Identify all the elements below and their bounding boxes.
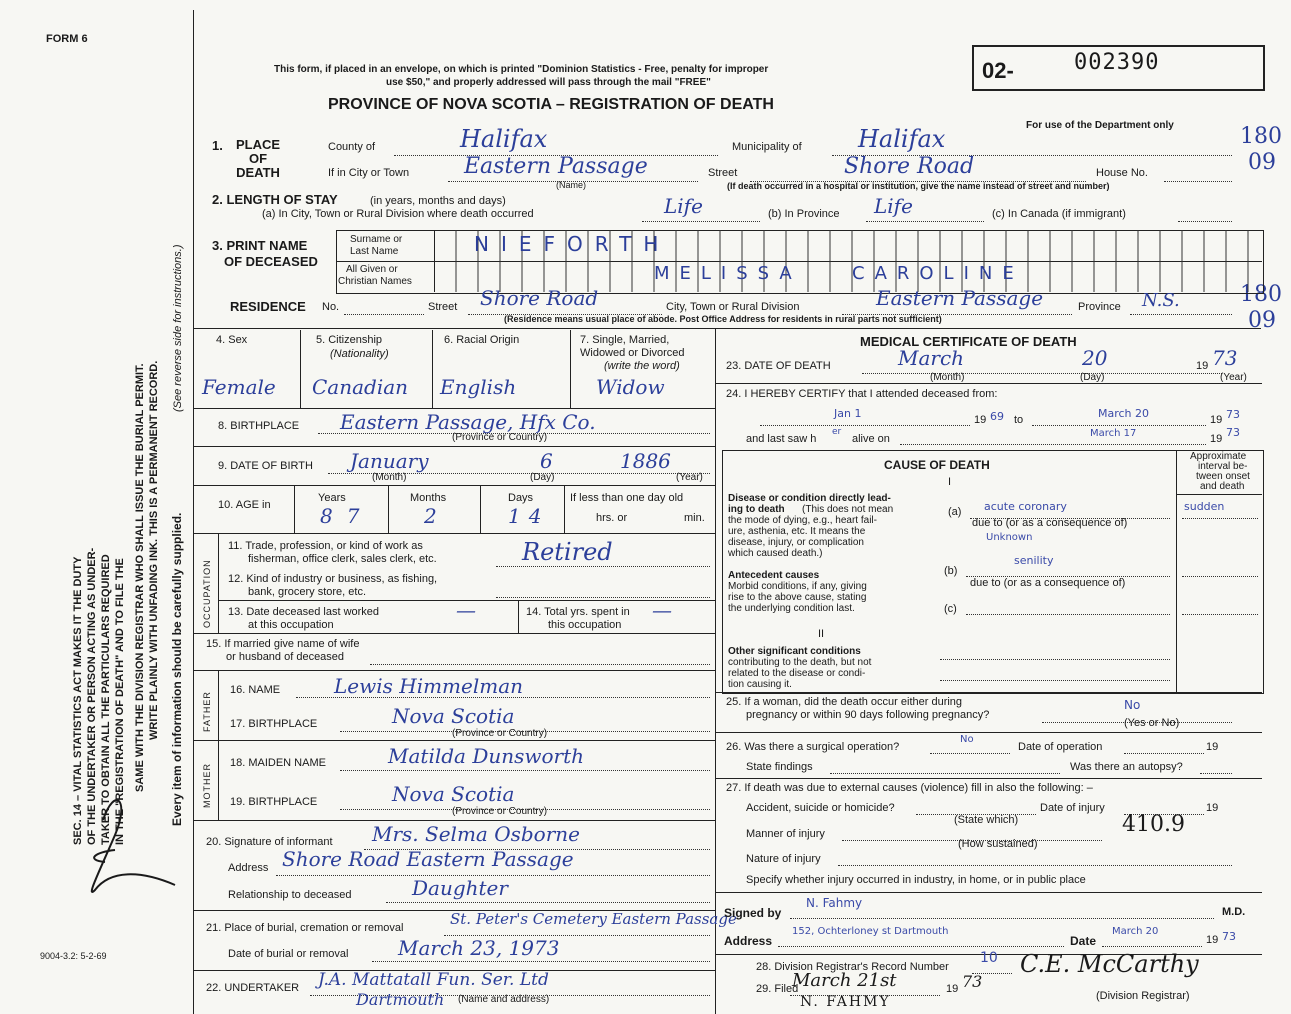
- s6-label: 6. Racial Origin: [444, 334, 520, 346]
- s17-caption: (Province or Country): [452, 728, 548, 739]
- s3-given-label-2: Christian Names: [338, 276, 412, 287]
- s23-label: 23. DATE OF DEATH: [726, 360, 831, 372]
- s23-month-cap: (Month): [930, 372, 965, 383]
- cause-a-value: acute coronary: [984, 500, 1067, 513]
- registrar-signature: C.E. McCarthy: [1020, 950, 1199, 978]
- residence-prov-value: N.S.: [1142, 290, 1180, 311]
- s15-label-2: or husband of deceased: [226, 651, 345, 663]
- side-text-2: OF THE UNDERTAKER OR PERSON ACTING AS UNDER-: [86, 547, 98, 845]
- s15-label-1: 15. If married give name of wife: [206, 638, 360, 650]
- s10-less-label: If less than one day old: [570, 492, 684, 504]
- s1-name-caption: (Name): [556, 180, 587, 190]
- s27-manner: Manner of injury: [746, 828, 825, 840]
- s1-city-value: Eastern Passage: [464, 154, 648, 179]
- cause-c-label: (c): [944, 603, 957, 615]
- s3-surname-label-2: Last Name: [350, 246, 399, 257]
- s20-value-1: Mrs. Selma Osborne: [372, 822, 580, 846]
- residence-street-value: Shore Road: [480, 286, 599, 310]
- s3-surname-value: NIEFORTH: [474, 232, 671, 256]
- s21-value-2: March 23, 1973: [398, 936, 560, 960]
- s27-label: 27. If death was due to external causes (violence) fill in also the following: –: [726, 782, 1093, 794]
- s1-municipality-value: Halifax: [858, 125, 946, 153]
- s13-label-2: at this occupation: [248, 619, 334, 631]
- residence-label: RESIDENCE: [230, 299, 306, 314]
- s24-label: 24. I HEREBY CERTIFY that I attended deceased from:: [726, 388, 998, 400]
- s10-min-label: min.: [684, 512, 705, 524]
- s9-label: 9. DATE OF BIRTH: [218, 460, 313, 472]
- cause-ant-1: Antecedent causes: [728, 570, 820, 581]
- form-code: 9004-3.2: 5-2-69: [40, 951, 107, 961]
- s9-year-cap: (Year): [676, 472, 703, 483]
- residence-street-label: Street: [428, 301, 458, 313]
- code-1: 180: [1240, 124, 1282, 149]
- cause-oth-1: Other significant conditions: [728, 646, 861, 657]
- s28-value: 10: [980, 950, 998, 966]
- s6-value: English: [440, 375, 517, 399]
- bottom-note: N. FAHMY: [800, 994, 891, 1010]
- s24-last-saw-v: er: [832, 427, 842, 437]
- s20-label-2: Address: [228, 862, 269, 874]
- s2-b-label: (b) In Province: [768, 208, 840, 220]
- s7-label-1: 7. Single, Married,: [580, 334, 670, 346]
- s19-caption: (Province or Country): [452, 806, 548, 817]
- code-4: 09: [1248, 308, 1276, 333]
- s24-last-saw-b: alive on: [852, 433, 890, 445]
- side-text-6: WRITE PLAINLY WITH UNFADING INK. THIS IS A PERMANENT RECORD.: [148, 360, 160, 740]
- cause-dis-4: the mode of dying, e.g., heart fail-: [728, 515, 877, 526]
- s1-municipality-label: Municipality of: [732, 141, 802, 153]
- s8-caption: (Province or Country): [452, 432, 548, 443]
- side-text-1: SEC. 14 – VITAL STATISTICS ACT MAKES IT THE DUTY: [72, 556, 84, 845]
- s24-last-date: March 17: [1090, 428, 1137, 439]
- s13-value: —: [456, 598, 476, 622]
- s10-months: 2: [424, 504, 437, 528]
- signed-address-label: Address: [724, 934, 773, 948]
- cause-roman-1: I: [948, 476, 952, 488]
- s24-from-yr: 69: [990, 410, 1004, 423]
- cause-ant-2: Morbid conditions, if any, giving: [728, 581, 867, 592]
- cause-unknown: Unknown: [986, 532, 1033, 543]
- s26-autopsy: Was there an autopsy?: [1070, 761, 1183, 773]
- s11-label-2: fisherman, office clerk, sales clerk, etc.: [248, 553, 437, 565]
- signed-yr: 73: [1222, 930, 1236, 943]
- s2-sub: (in years, months and days): [370, 195, 506, 207]
- side-text-7: Every item of information should be carefully supplied.: [170, 512, 184, 826]
- cause-a-interval: sudden: [1184, 500, 1225, 513]
- s3-surname-label-1: Surname or: [350, 234, 403, 245]
- s1-house-label: House No.: [1096, 167, 1148, 179]
- s14-label-2: this occupation: [548, 619, 622, 631]
- cause-ant-4: the underlying condition last.: [728, 603, 855, 614]
- form-title: PROVINCE OF NOVA SCOTIA – REGISTRATION OF DEATH: [328, 96, 774, 113]
- notice-line-1: This form, if placed in an envelope, on which is printed "Dominion Statistics - Free, penalty for improper: [274, 64, 769, 75]
- s11-value: Retired: [522, 538, 613, 566]
- s20-value-2: Shore Road Eastern Passage: [282, 847, 574, 871]
- cause-a-label: (a): [948, 506, 962, 518]
- s20-label-1: 20. Signature of informant: [206, 836, 333, 848]
- s20-value-3: Daughter: [412, 876, 508, 900]
- s1-street-label: Street: [708, 167, 738, 179]
- cause-dis-7: which caused death.): [728, 548, 823, 559]
- s20-label-3: Relationship to deceased: [228, 889, 352, 901]
- s29-label: 29. Filed: [756, 983, 799, 995]
- s24-last-saw-a: and last saw h: [746, 433, 817, 445]
- code-2: 09: [1248, 150, 1276, 175]
- s21-label-1: 21. Place of burial, cremation or removal: [206, 922, 404, 934]
- cause-ant-3: rise to the above cause, stating: [728, 592, 867, 603]
- cause-oth-4: tion causing it.: [728, 679, 792, 690]
- side-text-3: TAKER TO OBTAIN ALL THE PARTICULARS REQUIRED: [100, 554, 112, 845]
- s26-date-label: Date of operation: [1018, 741, 1103, 753]
- cause-b-value: senility: [1014, 554, 1054, 567]
- s24-to-label: to: [1014, 414, 1024, 426]
- signed-date-value: March 20: [1112, 926, 1159, 937]
- s16-label: 16. NAME: [230, 684, 281, 696]
- s27-code: 410.9: [1122, 812, 1185, 837]
- s9-day-cap: (Day): [530, 472, 555, 483]
- cause-oth-3: related to the disease or condi-: [728, 668, 866, 679]
- cause-oth-2: contributing to the death, but not: [728, 657, 872, 668]
- dept-use-note: For use of the Department only: [1026, 120, 1174, 131]
- s14-value: —: [652, 598, 672, 622]
- s1-num: 1.: [212, 138, 223, 153]
- s9-month: January: [350, 449, 429, 473]
- cause-title: CAUSE OF DEATH: [884, 458, 990, 472]
- s3-given-value-1: MELISSA: [654, 263, 802, 284]
- s22-label: 22. UNDERTAKER: [206, 982, 300, 994]
- s1-county-label: County of: [328, 141, 376, 153]
- s27-yr-pre: 19: [1206, 802, 1219, 814]
- s9-day: 6: [540, 449, 553, 473]
- s3-given-label-1: All Given or: [346, 264, 398, 275]
- s7-sub: (write the word): [604, 360, 680, 372]
- s27-accident: Accident, suicide or homicide?: [746, 802, 895, 814]
- s3-given-value-2: CAROLINE: [852, 263, 1024, 284]
- s8-value: Eastern Passage, Hfx Co.: [340, 410, 596, 434]
- s23-month: March: [898, 346, 965, 370]
- s16-value: Lewis Himmelman: [334, 674, 524, 698]
- s19-value: Nova Scotia: [392, 782, 515, 806]
- cause-interval-2: interval be-: [1198, 461, 1248, 472]
- s5-label: 5. Citizenship: [316, 334, 383, 346]
- s29-yr: 73: [962, 972, 983, 991]
- s10-months-label: Months: [410, 492, 447, 504]
- cause-interval-1: Approximate: [1190, 451, 1247, 462]
- s10-days: 14: [508, 504, 550, 528]
- s26-state: State findings: [746, 761, 813, 773]
- s27-state-cap: (State which): [954, 814, 1019, 826]
- s29-value: March 21st: [792, 970, 897, 991]
- s7-label-2: Widowed or Divorced: [580, 347, 685, 359]
- residence-city-label: City, Town or Rural Division: [666, 301, 800, 313]
- s1-county-value: Halifax: [460, 125, 548, 153]
- s21-label-2: Date of burial or removal: [228, 948, 349, 960]
- cause-dis-6: disease, injury, or complication: [728, 537, 864, 548]
- s9-year: 1886: [620, 449, 671, 473]
- s24-to: March 20: [1098, 407, 1150, 420]
- s21-value-1: St. Peter's Cemetery Eastern Passage: [450, 910, 737, 928]
- father-side-label: FATHER: [202, 691, 212, 732]
- s22-caption: (Name and address): [458, 994, 550, 1005]
- s24-to-yr-pre: 19: [1210, 414, 1223, 426]
- form-label: FORM 6: [46, 33, 88, 45]
- cause-due-2: due to (or as a consequence of): [970, 577, 1126, 589]
- residence-city-value: Eastern Passage: [876, 286, 1044, 310]
- s27-date-injury: Date of injury: [1040, 802, 1105, 814]
- s17-value: Nova Scotia: [392, 704, 515, 728]
- signed-value: N. Fahmy: [806, 896, 863, 910]
- s25-caption: (Yes or No): [1124, 717, 1180, 729]
- signed-label: Signed by: [724, 906, 782, 920]
- s27-specify: Specify whether injury occurred in industry, in home, or in public place: [746, 874, 1086, 886]
- cause-dis-2: ing to death: [728, 504, 785, 515]
- s12-label-2: bank, grocery store, etc.: [248, 586, 366, 598]
- side-text-5: SAME WITH THE DIVISION REGISTRAR WHO SHALL ISSUE THE BURIAL PERMIT.: [134, 363, 146, 792]
- s11-label-1: 11. Trade, profession, or kind of work as: [228, 540, 423, 552]
- registrar-caption: (Division Registrar): [1096, 990, 1190, 1002]
- code-3: 180: [1240, 282, 1282, 307]
- s26-value: No: [960, 734, 974, 745]
- separator-line: [193, 328, 1261, 329]
- s3-label-2: OF DECEASED: [224, 254, 318, 269]
- s1-hospital-note: (If death occurred in a hospital or institution, give the name instead of street and number): [727, 181, 1110, 191]
- cause-interval-3: tween onset: [1196, 471, 1250, 482]
- s23-day-cap: (Day): [1080, 372, 1105, 383]
- s22-value-2: Dartmouth: [356, 990, 445, 1009]
- s24-last-yr-pre: 19: [1210, 433, 1223, 445]
- s2-c-label: (c) In Canada (if immigrant): [992, 208, 1126, 220]
- s25-label-1: 25. If a woman, did the death occur either during: [726, 696, 963, 708]
- s22-value: J.A. Mattatall Fun. Ser. Ltd: [318, 970, 549, 990]
- s3-label-1: 3. PRINT NAME: [212, 238, 308, 253]
- s27-how-cap: (How sustained): [958, 838, 1038, 850]
- signed-date-label: Date: [1070, 934, 1097, 948]
- s28-label: 28. Division Registrar's Record Number: [756, 961, 949, 973]
- s5-sub: (Nationality): [330, 348, 389, 360]
- s18-label: 18. MAIDEN NAME: [230, 757, 326, 769]
- mother-side-label: MOTHER: [202, 763, 212, 808]
- notice-line-2: use $50," and properly addressed will pass through the mail "FREE": [386, 77, 711, 88]
- s17-label: 17. BIRTHPLACE: [230, 718, 318, 730]
- s14-label-1: 14. Total yrs. spent in: [526, 606, 630, 618]
- s2-b-value: Life: [874, 194, 913, 218]
- cause-dis-3: (This does not mean: [802, 504, 894, 515]
- s24-last-yr: 73: [1226, 426, 1240, 439]
- s23-year-cap: (Year): [1220, 372, 1247, 383]
- s23-year-pre: 19: [1196, 360, 1209, 372]
- s9-month-cap: (Month): [372, 472, 407, 483]
- s7-value: Widow: [596, 375, 665, 399]
- signed-md: M.D.: [1222, 906, 1246, 918]
- s18-value: Matilda Dunsworth: [388, 744, 585, 768]
- s24-to-yr: 73: [1226, 408, 1240, 421]
- s2-a-value: Life: [664, 194, 703, 218]
- reg-number: 002390: [1074, 50, 1160, 75]
- s26-yr-pre: 19: [1206, 741, 1219, 753]
- signed-yr-pre: 19: [1206, 934, 1219, 946]
- s8-label: 8. BIRTHPLACE: [218, 420, 300, 432]
- occupation-side-label: OCCUPATION: [202, 559, 212, 628]
- s19-label: 19. BIRTHPLACE: [230, 796, 318, 808]
- margin-signature: [55, 790, 185, 910]
- residence-note: (Residence means usual place of abode. Post Office Address for residents in rural parts not sufficient): [504, 314, 942, 324]
- s23-year: 73: [1212, 346, 1238, 370]
- cause-dis-1: Disease or condition directly lead-: [728, 493, 891, 504]
- s29-yr-pre: 19: [946, 983, 959, 995]
- signed-address-value: 152, Ochterloney st Dartmouth: [792, 926, 949, 937]
- s10-hrs-label: hrs. or: [596, 512, 628, 524]
- s26-label: 26. Was there a surgical operation?: [726, 741, 900, 753]
- cause-interval-4: and death: [1200, 481, 1245, 492]
- cause-due-1: due to (or as a consequence of): [972, 517, 1128, 529]
- residence-no-label: No.: [322, 301, 340, 313]
- s12-label-1: 12. Kind of industry or business, as fishing,: [228, 573, 438, 585]
- s5-value: Canadian: [312, 375, 409, 399]
- side-text-4: IN THE "REGISTRATION OF DEATH" AND TO FILE THE: [114, 558, 126, 845]
- s25-label-2: pregnancy or within 90 days following pregnancy?: [746, 709, 990, 721]
- reg-prefix: 02-: [982, 58, 1014, 83]
- s23-day: 20: [1082, 346, 1108, 370]
- side-text-8: (See reverse side for instructions.): [172, 244, 184, 412]
- s24-from: Jan 1: [834, 407, 862, 420]
- s10-label: 10. AGE in: [218, 499, 271, 511]
- s2-a-label: (a) In City, Town or Rural Division where death occurred: [262, 208, 534, 220]
- med-title: MEDICAL CERTIFICATE OF DEATH: [860, 334, 1077, 349]
- form-left-border: [193, 10, 194, 1014]
- s1-street-value: Shore Road: [844, 154, 975, 179]
- s10-years: 87: [320, 504, 374, 528]
- s1-city-label: If in City or Town: [328, 167, 410, 179]
- s13-label-1: 13. Date deceased last worked: [228, 606, 380, 618]
- s25-value: No: [1124, 698, 1141, 712]
- s1-label: PLACE OF DEATH: [235, 137, 281, 180]
- cause-b-label: (b): [944, 565, 958, 577]
- s4-label: 4. Sex: [216, 334, 248, 346]
- residence-prov-label: Province: [1078, 301, 1121, 313]
- s4-value: Female: [202, 375, 276, 399]
- cause-roman-2: II: [818, 628, 825, 640]
- s24-from-yr-pre: 19: [974, 414, 987, 426]
- s27-nature: Nature of injury: [746, 853, 821, 865]
- s10-days-label: Days: [508, 492, 534, 504]
- cause-dis-5: ure, asthenia, etc. It means the: [728, 526, 866, 537]
- s10-years-label: Years: [318, 492, 346, 504]
- s2-label: 2. LENGTH OF STAY: [212, 192, 338, 207]
